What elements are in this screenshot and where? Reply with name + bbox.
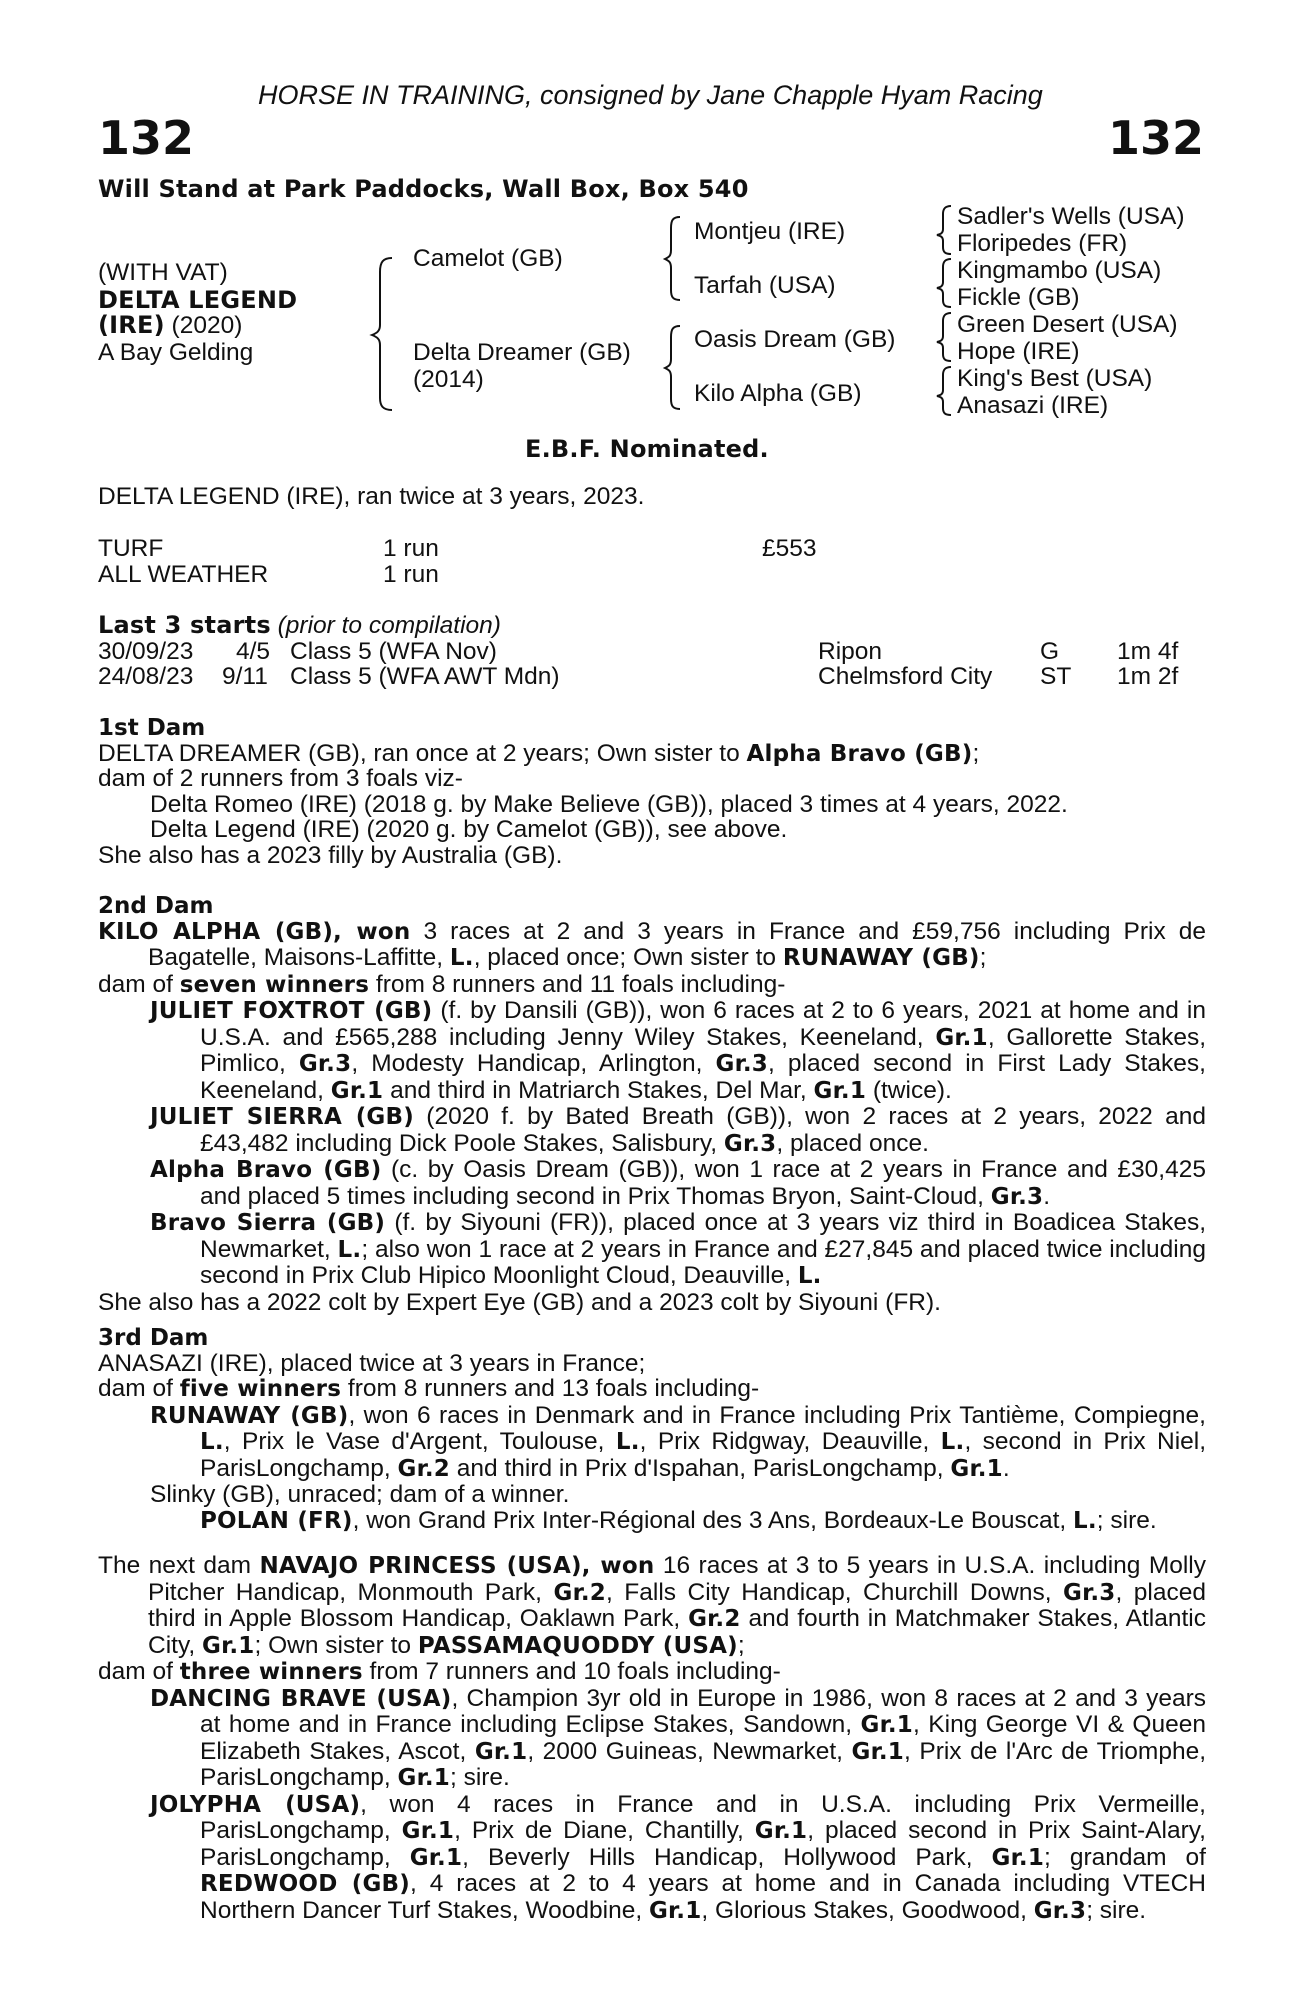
gp-8: Anasazi (IRE): [957, 392, 1109, 419]
bold-run: Gr.1: [935, 1024, 988, 1051]
text-run: , second in Prix Niel, ParisLongchamp,: [200, 1428, 1207, 1482]
bold-run: RUNAWAY (GB): [150, 1402, 349, 1429]
next-dam-section: [98, 1553, 1206, 1924]
text-run: , placed once; Own sister to: [473, 944, 783, 971]
text-run: The next dam: [98, 1552, 260, 1579]
dam2-paragraph: [98, 972, 1206, 999]
text-run: and third in Prix d'Ispahan, ParisLongchamp,: [449, 1454, 951, 1482]
produce-entry: [150, 1104, 1206, 1157]
dam1-line: dam of 2 runners from 3 foals viz-: [98, 765, 463, 792]
gp-4: Fickle (GB): [957, 284, 1080, 311]
turf-runs: 1 run: [383, 535, 439, 562]
horse-description: A Bay Gelding: [98, 339, 254, 366]
text-run: and third in Matriarch Stakes, Del Mar,: [383, 1076, 814, 1104]
produce-entry: [150, 1792, 1206, 1925]
dam2-paragraph: [98, 919, 1206, 972]
text-run: from 8 runners and 13 foals including-: [341, 1375, 760, 1402]
text-run: , Champion 3yr old in Europe in 1986, won 8 races at 2 and 3 years at home and in France including Eclipse Stakes, Sandown,: [200, 1684, 1206, 1738]
bold-run: Alpha Bravo (GB): [746, 740, 973, 767]
text-run: DELTA DREAMER (GB), ran once at 2 years; Own sister to: [98, 739, 747, 767]
bold-run: three winners: [179, 1659, 363, 1685]
vat-note: (WITH VAT): [98, 259, 228, 286]
start-date: 30/09/23: [98, 638, 194, 665]
bold-run: Gr.3: [298, 1051, 352, 1077]
produce-entry: [150, 1157, 1206, 1210]
last-starts-heading: [98, 613, 501, 639]
last-starts-title: Last 3 starts: [98, 611, 271, 639]
dam2-produce: [98, 998, 1206, 1290]
nextdam-paragraph: [98, 1659, 1206, 1686]
text-run: , Prix de Diane, Chantilly,: [454, 1817, 755, 1844]
nextdam-paragraph: [98, 1553, 1206, 1659]
text-run: , King George VI & Queen Elizabeth Stakes, Ascot,: [200, 1711, 1206, 1765]
horse-country: (IRE): [98, 311, 165, 339]
bold-run: JULIET SIERRA (GB): [150, 1104, 414, 1130]
bold-run: NAVAJO PRINCESS (USA), won: [259, 1553, 655, 1579]
horse-name: DELTA LEGEND: [98, 286, 298, 314]
bold-run: L.: [940, 1429, 965, 1455]
race-summary: DELTA LEGEND (IRE), ran twice at 3 years, 2023.: [98, 483, 645, 510]
bold-run: L.: [797, 1263, 822, 1289]
dam: Delta Dreamer (GB): [413, 339, 631, 366]
text-run: , placed once.: [776, 1129, 929, 1157]
bold-run: POLAN (FR): [200, 1507, 353, 1534]
bold-run: L.: [449, 945, 474, 971]
bold-run: KILO ALPHA (GB), won: [98, 918, 411, 945]
bold-run: L.: [615, 1429, 640, 1455]
produce-entry: [150, 1403, 1206, 1483]
brace-g4: [937, 367, 951, 415]
text-run: , won 6 races in Denmark and in France including Prix Tantième, Compiegne,: [348, 1401, 1206, 1429]
first-dam-section: [98, 715, 1206, 868]
brace-sire: [665, 217, 680, 300]
bold-run: Gr.1: [409, 1844, 463, 1871]
text-run: , Modesty Handicap, Arlington,: [351, 1050, 716, 1077]
brace-dam: [665, 326, 680, 409]
text-run: , Gallorette Stakes, Pimlico,: [200, 1023, 1206, 1077]
start-race: Class 5 (WFA Nov): [290, 638, 497, 665]
text-run: (twice).: [866, 1076, 952, 1104]
bold-run: Alpha Bravo (GB): [150, 1157, 382, 1183]
start-distance: 1m 2f: [1117, 663, 1179, 690]
section-heading: 2nd Dam: [98, 893, 214, 919]
text-run: ; also won 1 race at 2 years in France and £27,845 and placed twice including second in Prix Club Hipico Moonlight Cloud, Deauville,: [200, 1235, 1206, 1289]
start-position: 4/5: [236, 638, 271, 665]
produce-entry: [150, 1686, 1206, 1792]
brace-g2: [937, 259, 951, 307]
start-date: 24/08/23: [98, 663, 194, 690]
section-heading: 3rd Dam: [98, 1325, 209, 1351]
bold-run: L.: [337, 1236, 362, 1263]
sire-dam: Tarfah (USA): [694, 272, 836, 299]
section-heading: 1st Dam: [98, 715, 206, 741]
produce-entry: Slinky (GB), unraced; dam of a winner.: [150, 1481, 570, 1508]
bold-run: JULIET FOXTROT (GB): [150, 998, 433, 1024]
gp-7: King's Best (USA): [957, 365, 1153, 392]
text-run: (2020 f. by Bated Breath (GB)), won 2 races at 2 years, 2022 and £43,482 including Dick Poole Stakes, Salisbury,: [200, 1103, 1206, 1157]
consignor-banner: HORSE IN TRAINING, consigned by Jane Chapple Hyam Racing: [258, 80, 1043, 110]
bold-run: Gr.1: [474, 1738, 528, 1765]
text-run: , placed third in Apple Blossom Handicap, Oaklawn Park,: [148, 1578, 1206, 1632]
bold-run: seven winners: [179, 971, 370, 998]
text-run: dam of: [98, 1375, 180, 1402]
sire: Camelot (GB): [413, 245, 563, 272]
text-run: ;: [979, 944, 987, 971]
dam1-produce: Delta Romeo (IRE) (2018 g. by Make Believe (GB)), placed 3 times at 4 years, 2022.: [150, 790, 1068, 818]
bold-run: Gr.1: [397, 1765, 450, 1791]
produce-entry: [150, 998, 1206, 1104]
text-run: .: [1043, 1182, 1051, 1210]
dam3-paragraph: ANASAZI (IRE), placed twice at 3 years in France;: [98, 1349, 646, 1377]
start-course: Ripon: [818, 638, 883, 665]
start-position: 9/11: [222, 663, 268, 690]
lot-number-right: 132: [1107, 111, 1204, 165]
bold-run: REDWOOD (GB): [200, 1871, 410, 1897]
horse-foaled: (2020): [164, 312, 243, 339]
text-run: from 8 runners and 11 foals including-: [369, 970, 786, 998]
gp-6: Hope (IRE): [957, 338, 1080, 365]
bold-run: Gr.1: [330, 1077, 384, 1104]
text-run: , 4 races at 2 to 4 years at home and in Canada including VTECH Northern Dancer Turf Stakes, Woodbine,: [200, 1870, 1206, 1924]
bold-run: Gr.1: [851, 1738, 905, 1765]
turf-earnings: £553: [762, 535, 817, 562]
text-run: (f. by Siyouni (FR)), placed once at 3 years viz third in Boadicea Stakes, Newmarket,: [200, 1209, 1206, 1263]
gp-5: Green Desert (USA): [957, 311, 1178, 338]
bold-run: Gr.1: [754, 1818, 808, 1844]
text-run: and fourth in Matchmaker Stakes, Atlantic City,: [148, 1605, 1206, 1659]
bold-run: Gr.2: [553, 1579, 606, 1606]
gp-1: Sadler's Wells (USA): [957, 203, 1185, 230]
aw-runs: 1 run: [383, 561, 439, 588]
dam3-produce: [98, 1403, 1206, 1535]
stand-location: Will Stand at Park Paddocks, Wall Box, Box 540: [98, 175, 749, 203]
dam-sire: Oasis Dream (GB): [694, 326, 896, 353]
bold-run: Gr.2: [397, 1455, 450, 1482]
aw-label: ALL WEATHER: [98, 561, 269, 588]
second-dam-section: [98, 893, 1206, 1315]
bold-run: Gr.3: [723, 1130, 777, 1157]
bold-run: Gr.1: [813, 1077, 867, 1104]
text-run: , won Grand Prix Inter-Régional des 3 Ans, Bordeaux-Le Bouscat,: [352, 1506, 1073, 1534]
text-run: , 2000 Guineas, Newmarket,: [527, 1737, 852, 1765]
dam1-produce: Delta Legend (IRE) (2020 g. by Camelot (GB)), see above.: [150, 816, 788, 843]
bold-run: five winners: [179, 1376, 342, 1402]
bold-run: Gr.1: [860, 1712, 914, 1738]
gp-3: Kingmambo (USA): [957, 257, 1162, 284]
gp-2: Floripedes (FR): [957, 230, 1128, 257]
dam-dam: Kilo Alpha (GB): [694, 380, 862, 407]
bold-run: Gr.3: [1063, 1579, 1116, 1606]
text-run: , Beverly Hills Handicap, Hollywood Park,: [462, 1843, 992, 1871]
text-run: .: [1002, 1454, 1010, 1482]
bold-run: Gr.3: [1033, 1897, 1087, 1924]
text-run: , placed second in Prix Saint-Alary, ParisLongchamp,: [200, 1817, 1206, 1871]
text-run: dam of: [98, 970, 180, 998]
text-run: 3 races at 2 and 3 years in France and £59,756 including Prix de Bagatelle, Maisons-Laffitte,: [148, 917, 1207, 971]
bold-run: Gr.1: [648, 1897, 702, 1924]
start-going: G: [1040, 638, 1060, 665]
bold-run: Gr.1: [991, 1844, 1045, 1871]
bold-run: Bravo Sierra (GB): [150, 1210, 386, 1236]
text-run: , won 4 races in France and in U.S.A. including Prix Vermeille, ParisLongchamp,: [200, 1790, 1206, 1844]
text-run: (f. by Dansili (GB)), won 6 races at 2 to 6 years, 2021 at home and in U.S.A. and £565,288 including Jenny Wiley Stakes, Keeneland,: [200, 997, 1206, 1051]
text-run: ; sire.: [1086, 1896, 1147, 1924]
text-run: dam of: [98, 1658, 180, 1685]
start-going: ST: [1040, 663, 1072, 690]
dam3-paragraph: [98, 1376, 1206, 1403]
dam-year: (2014): [413, 366, 484, 393]
text-run: , Prix le Vase d'Argent, Toulouse,: [223, 1428, 616, 1455]
bold-run: Gr.1: [401, 1818, 455, 1844]
text-run: from 7 runners and 10 foals including-: [362, 1658, 781, 1685]
text-run: , Prix de l'Arc de Triomphe, ParisLongchamp,: [200, 1737, 1206, 1791]
dam2-paragraph: She also has a 2022 colt by Expert Eye (GB) and a 2023 colt by Siyouni (FR).: [98, 1288, 941, 1316]
text-run: ;: [737, 1631, 745, 1659]
start-course: Chelmsford City: [818, 663, 993, 690]
bold-run: JOLYPHA (USA): [150, 1791, 361, 1818]
brace-g3: [937, 313, 951, 361]
bold-run: Gr.3: [990, 1183, 1044, 1210]
turf-label: TURF: [98, 535, 164, 562]
bold-run: Gr.2: [688, 1606, 741, 1632]
text-run: , Prix Ridgway, Deauville,: [639, 1428, 941, 1455]
ebf-nominated: E.B.F. Nominated.: [525, 435, 769, 463]
bold-run: Gr.1: [950, 1455, 1003, 1482]
lot-number-left: 132: [98, 111, 195, 165]
dam1-line: [98, 741, 1206, 767]
text-run: , placed second in First Lady Stakes, Keeneland,: [200, 1050, 1206, 1104]
brace-g1: [937, 206, 951, 254]
last-starts-note: (prior to compilation): [270, 612, 501, 639]
text-run: (c. by Oasis Dream (GB)), won 1 race at 2 years in France and £30,425 and placed 5 times including second in Prix Thomas Bryon, Saint-Cloud,: [200, 1156, 1206, 1210]
brace-main: [372, 258, 392, 410]
text-run: , Falls City Handicap, Churchill Downs,: [605, 1578, 1064, 1606]
bold-run: Gr.1: [202, 1632, 255, 1659]
bold-run: DANCING BRAVE (USA): [150, 1685, 452, 1712]
dam1-line: She also has a 2023 filly by Australia (GB).: [98, 841, 563, 869]
bold-run: L.: [200, 1429, 224, 1455]
produce-entry: [150, 1508, 1206, 1535]
sire-sire: Montjeu (IRE): [694, 218, 846, 245]
produce-entry: [150, 1210, 1206, 1290]
text-run: ; sire.: [1096, 1506, 1157, 1534]
third-dam-section: [98, 1325, 1206, 1534]
bold-run: Gr.3: [715, 1051, 768, 1077]
text-run: 16 races at 3 to 5 years in U.S.A. including Molly Pitcher Handicap, Monmouth Park,: [148, 1552, 1207, 1606]
text-run: , Glorious Stakes, Goodwood,: [701, 1896, 1034, 1924]
text-run: ; Own sister to: [254, 1631, 418, 1659]
text-run: ; sire.: [449, 1764, 510, 1791]
bold-run: RUNAWAY (GB): [782, 945, 980, 971]
start-distance: 1m 4f: [1117, 638, 1179, 665]
nextdam-produce: [98, 1686, 1206, 1925]
text-run: ; grandam of: [1044, 1843, 1206, 1871]
bold-run: L.: [1073, 1507, 1097, 1534]
start-race: Class 5 (WFA AWT Mdn): [290, 663, 560, 690]
text-run: ;: [972, 739, 980, 767]
bold-run: PASSAMAQUODDY (USA): [417, 1632, 738, 1659]
